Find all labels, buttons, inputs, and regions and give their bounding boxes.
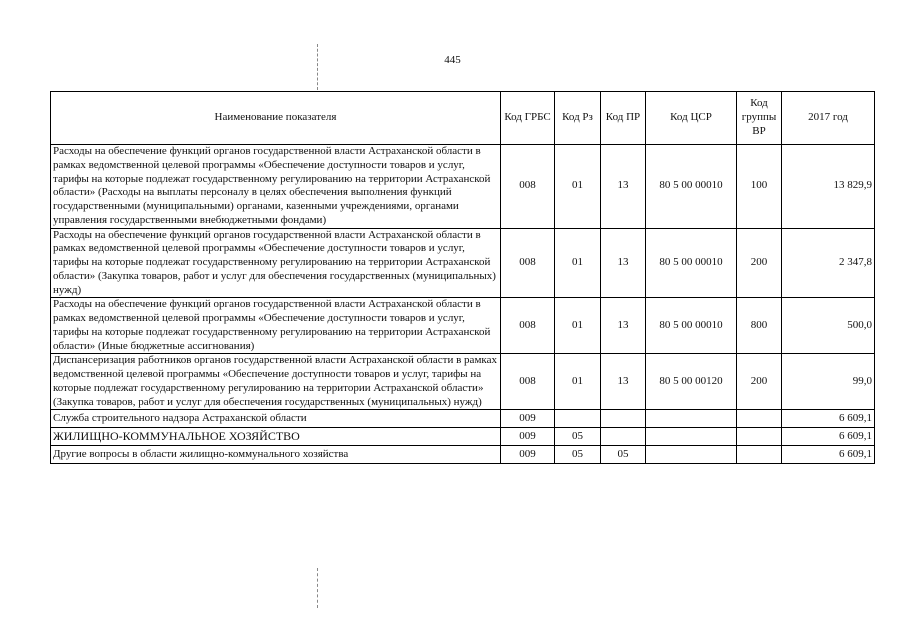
row-vr: 100	[737, 145, 782, 229]
row-grbs: 009	[501, 428, 555, 446]
row-pr: 05	[601, 446, 646, 464]
header-name: Наименование показателя	[51, 92, 501, 145]
row-grbs: 008	[501, 228, 555, 298]
fold-line-bottom	[317, 568, 318, 608]
row-rz: 01	[555, 298, 601, 354]
row-vr: 200	[737, 228, 782, 298]
row-rz: 01	[555, 145, 601, 229]
row-rz: 01	[555, 354, 601, 410]
table-row	[51, 298, 875, 354]
header-vr: Код группы ВР	[737, 92, 782, 145]
row-grbs: 009	[501, 446, 555, 464]
fold-line-top	[317, 44, 318, 90]
table-row	[51, 145, 875, 229]
row-amount: 13 829,9	[782, 145, 875, 229]
header-rz: Код Рз	[555, 92, 601, 145]
row-name: Расходы на обеспечение функций органов государственной власти Астраханской области в рамках ведомственной целевой программы «Обеспечение доступности товаров и услуг, тарифы на которые подлежат государственному регулированию на территории Астраханской области» (Иные бюджетные ассигнования)	[51, 298, 501, 354]
row-name: Служба строительного надзора Астраханской области	[51, 410, 501, 428]
row-amount: 6 609,1	[782, 410, 875, 428]
row-amount: 2 347,8	[782, 228, 875, 298]
row-rz: 05	[555, 428, 601, 446]
row-name: Расходы на обеспечение функций органов государственной власти Астраханской области в рамках ведомственной целевой программы «Обеспечение доступности товаров и услуг, тарифы на которые подлежат государственному регулированию на территории Астраханской области» (Закупка товаров, работ и услуг для обеспечения государственных (муниципальных) нужд)	[51, 228, 501, 298]
row-grbs: 008	[501, 145, 555, 229]
row-amount: 6 609,1	[782, 428, 875, 446]
row-amount: 500,0	[782, 298, 875, 354]
row-name: Другие вопросы в области жилищно-коммунального хозяйства	[51, 446, 501, 464]
row-pr	[601, 428, 646, 446]
table-row	[51, 428, 875, 446]
table-row	[51, 410, 875, 428]
row-rz	[555, 410, 601, 428]
row-name: ЖИЛИЩНО-КОММУНАЛЬНОЕ ХОЗЯЙСТВО	[51, 428, 501, 446]
row-vr	[737, 446, 782, 464]
page-number: 445	[444, 54, 461, 66]
row-amount: 99,0	[782, 354, 875, 410]
table-header-row	[51, 92, 875, 145]
row-pr: 13	[601, 228, 646, 298]
row-name: Диспансеризация работников органов государственной власти Астраханской области в рамках ведомственной целевой программы «Обеспечение доступности товаров и услуг, тарифы на которые подлежат государственному регулированию на территории Астраханской области» (Закупка товаров, работ и услуг для обеспечения государственных (муниципальных) нужд)	[51, 354, 501, 410]
header-pr: Код ПР	[601, 92, 646, 145]
header-year: 2017 год	[782, 92, 875, 145]
row-csr	[646, 410, 737, 428]
row-grbs: 008	[501, 354, 555, 410]
row-vr	[737, 410, 782, 428]
row-pr: 13	[601, 145, 646, 229]
header-csr: Код ЦСР	[646, 92, 737, 145]
row-grbs: 009	[501, 410, 555, 428]
row-pr	[601, 410, 646, 428]
table-row	[51, 354, 875, 410]
row-csr: 80 5 00 00120	[646, 354, 737, 410]
row-csr: 80 5 00 00010	[646, 145, 737, 229]
table-row	[51, 228, 875, 298]
row-csr	[646, 428, 737, 446]
row-csr	[646, 446, 737, 464]
row-grbs: 008	[501, 298, 555, 354]
row-pr: 13	[601, 354, 646, 410]
table-row	[51, 446, 875, 464]
row-name: Расходы на обеспечение функций органов государственной власти Астраханской области в рамках ведомственной целевой программы «Обеспечение доступности товаров и услуг, тарифы на которые подлежат государственному регулированию на территории Астраханской области» (Расходы на выплаты персоналу в целях обеспечения выполнения функций государственными (муниципальными) органами, казенными учреждениями, органами управления государственными внебюджетными фондами)	[51, 145, 501, 229]
row-csr: 80 5 00 00010	[646, 298, 737, 354]
row-pr: 13	[601, 298, 646, 354]
row-vr: 800	[737, 298, 782, 354]
row-amount: 6 609,1	[782, 446, 875, 464]
row-rz: 01	[555, 228, 601, 298]
row-vr: 200	[737, 354, 782, 410]
row-csr: 80 5 00 00010	[646, 228, 737, 298]
row-rz: 05	[555, 446, 601, 464]
header-grbs: Код ГРБС	[501, 92, 555, 145]
row-vr	[737, 428, 782, 446]
budget-table	[50, 91, 875, 464]
